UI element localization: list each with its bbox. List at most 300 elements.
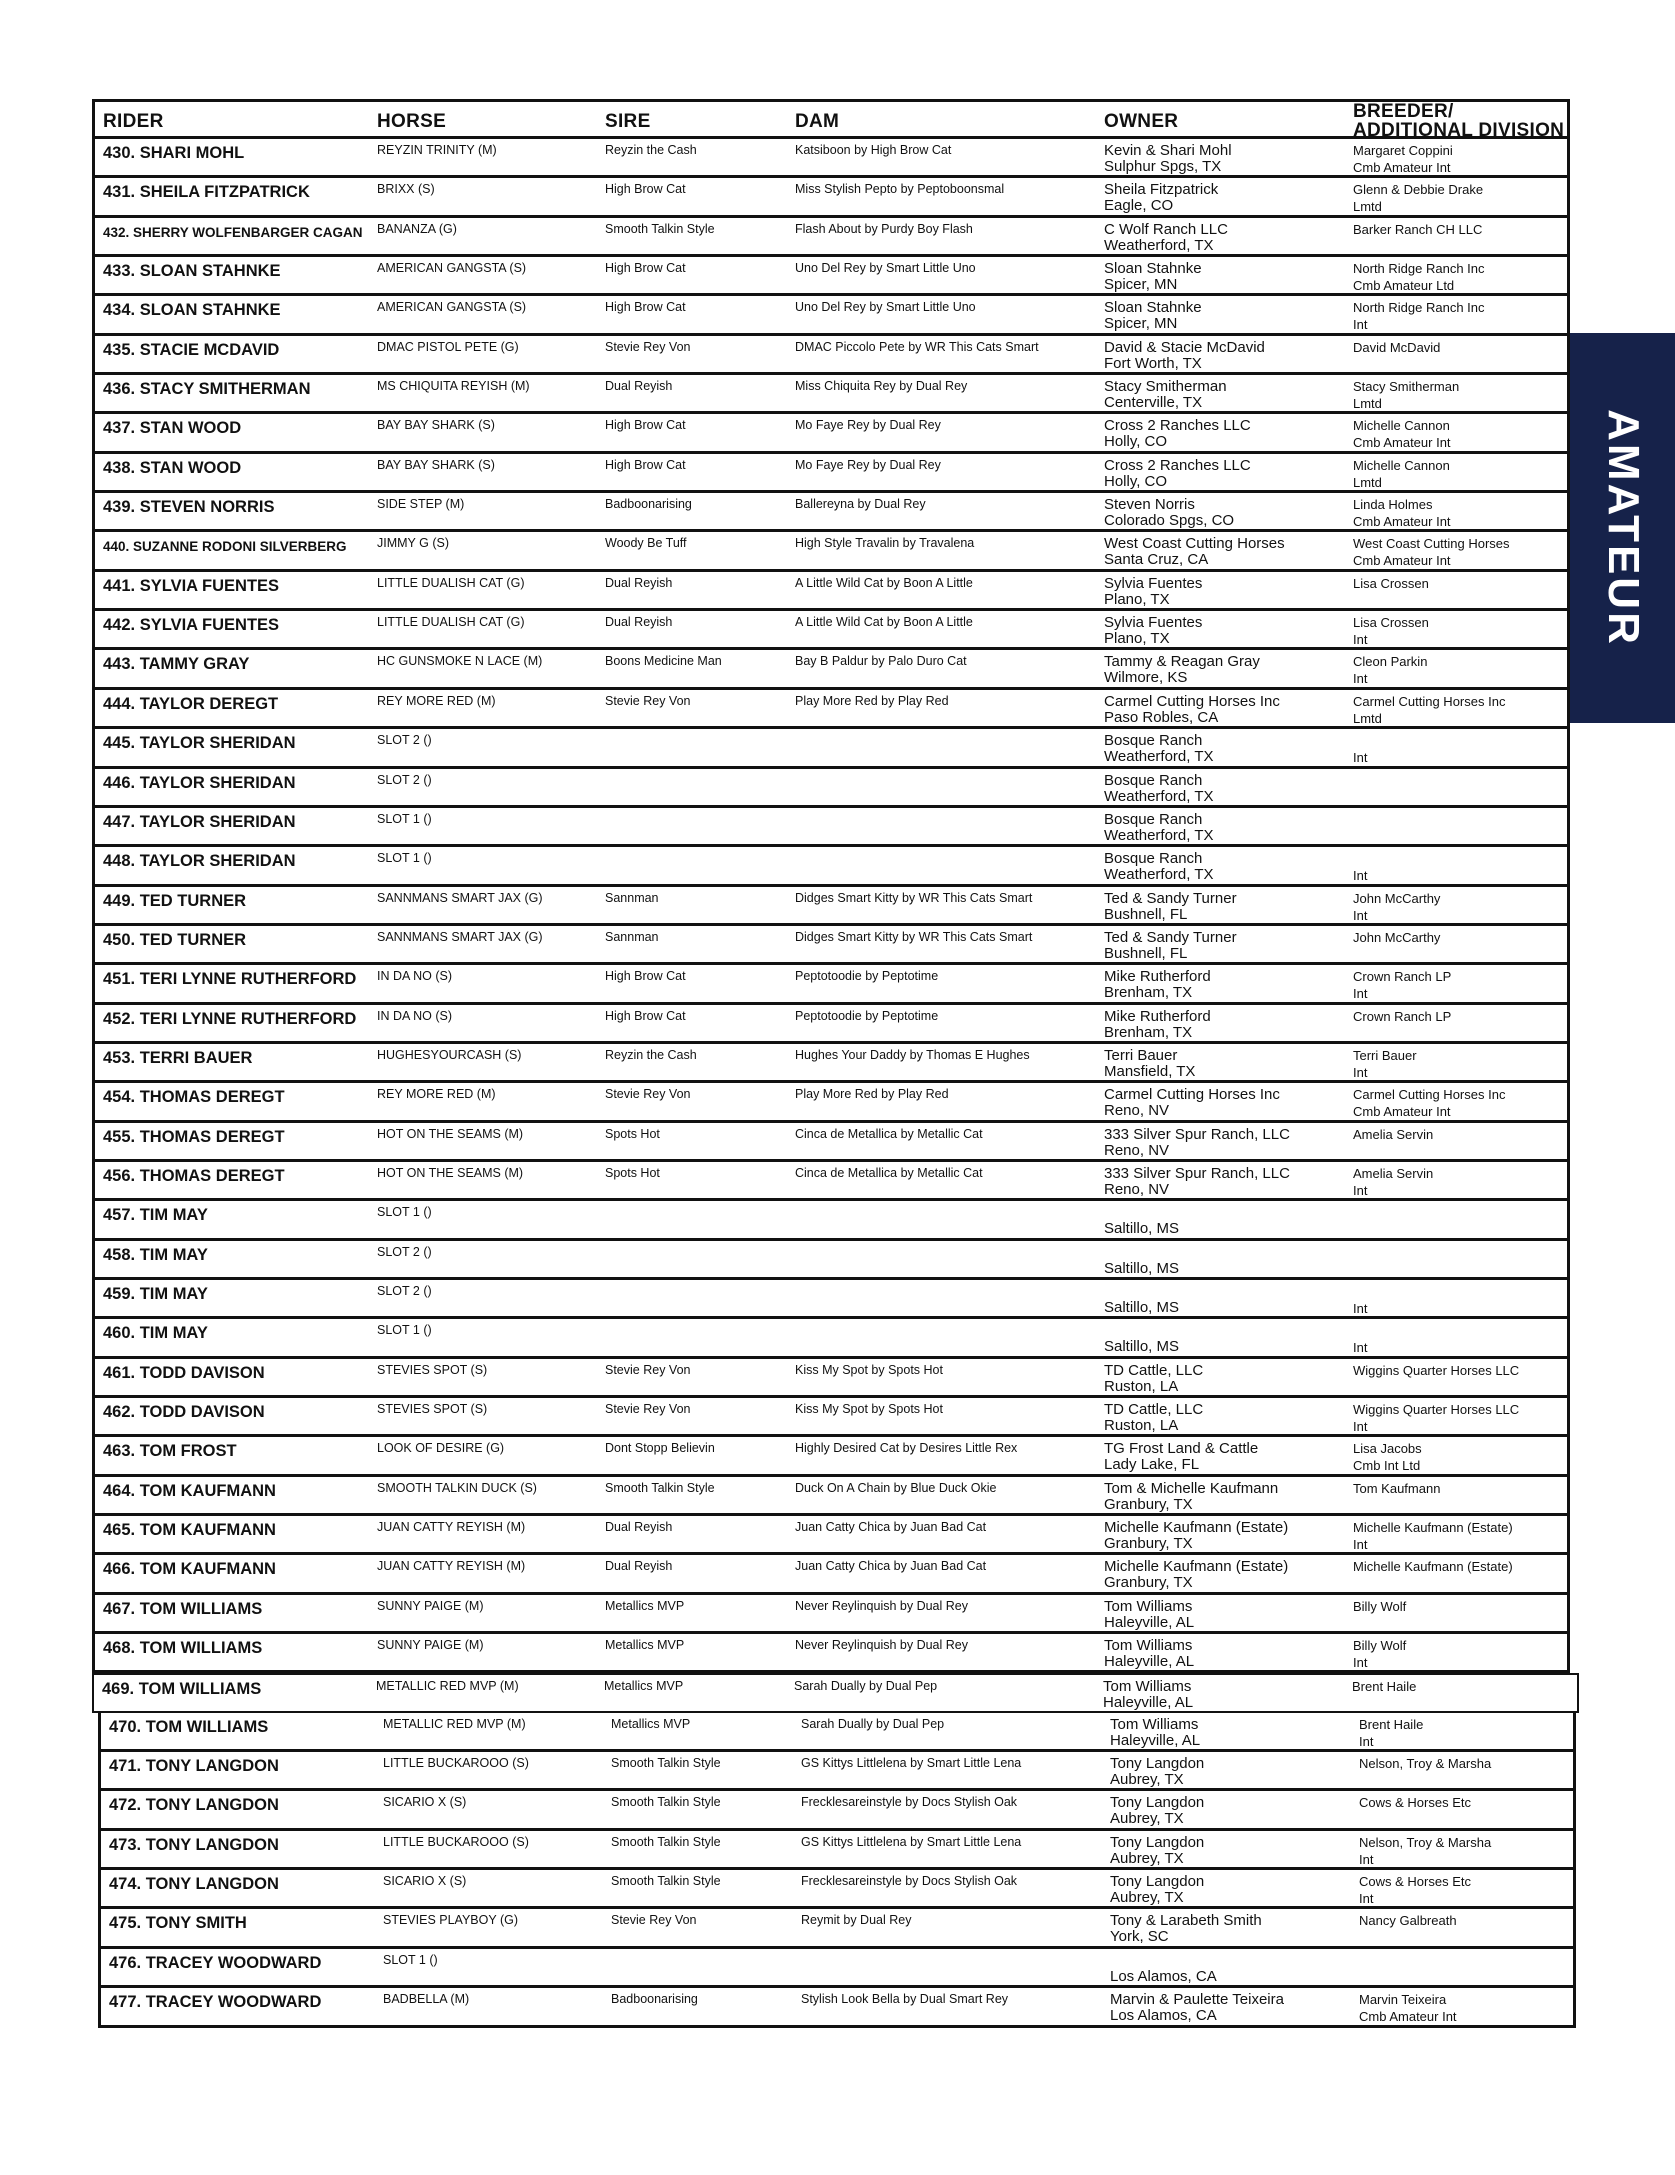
breeder-cell-line1: Wiggins Quarter Horses LLC — [1353, 1402, 1520, 1417]
sire-cell: Stevie Rey Von — [605, 693, 691, 708]
horse-cell: METALLIC RED MVP (M) — [383, 1716, 526, 1731]
breeder-cell-line2: Int — [1353, 1182, 1368, 1198]
breeder-cell — [1353, 1047, 1417, 1081]
breeder-cell-line2 — [1353, 1221, 1357, 1238]
owner-cell — [1104, 1245, 1179, 1277]
owner-cell-line1: Terri Bauer — [1104, 1046, 1178, 1064]
table-row — [92, 1398, 1570, 1437]
dam-cell: Didges Smart Kitty by WR This Cats Smart — [795, 890, 1033, 905]
horse-cell: HOT ON THE SEAMS (M) — [377, 1165, 524, 1180]
breeder-cell-line1: Michelle Cannon — [1353, 457, 1450, 473]
owner-cell-line1: West Coast Cutting Horses — [1104, 535, 1285, 553]
rider-cell: 430. SHARI MOHL — [103, 144, 245, 162]
dam-cell: Mo Faye Rey by Dual Rey — [795, 457, 941, 472]
owner-cell-line1: David & Stacie McDavid — [1104, 338, 1265, 356]
breeder-cell-line2 — [1353, 1575, 1513, 1592]
owner-cell — [1104, 891, 1237, 923]
owner-cell-line2: Paso Robles, CA — [1104, 708, 1219, 726]
table-row — [92, 336, 1570, 375]
dam-cell: Play More Red by Play Red — [795, 693, 949, 708]
breeder-cell-line2: Int — [1353, 907, 1368, 923]
dam-cell: Juan Catty Chica by Juan Bad Cat — [795, 1559, 987, 1574]
table-header — [92, 99, 1570, 139]
breeder-cell — [1352, 1678, 1416, 1712]
dam-cell: Cinca de Metallica by Metallic Cat — [795, 1165, 983, 1180]
owner-cell-line2: Saltillo, MS — [1104, 1259, 1180, 1277]
breeder-cell-line1: Lisa Jacobs — [1353, 1441, 1422, 1457]
breeder-cell — [1359, 1794, 1471, 1828]
owner-cell — [1104, 851, 1214, 883]
breeder-cell-line1: North Ridge Ranch Inc — [1353, 300, 1485, 316]
breeder-cell-line2: Int — [1359, 1851, 1374, 1867]
breeder-cell — [1353, 968, 1451, 1002]
owner-cell-line2: Santa Cruz, CA — [1104, 551, 1209, 569]
owner-cell-line2: Granbury, TX — [1104, 1495, 1193, 1513]
dam-cell: Frecklesareinstyle by Docs Stylish Oak — [801, 1874, 1018, 1889]
horse-cell: DMAC PISTOL PETE (G) — [377, 339, 519, 354]
table-row — [92, 572, 1570, 611]
table-row — [92, 178, 1570, 217]
rider-cell: 446. TAYLOR SHERIDAN — [103, 773, 296, 792]
rider-cell: 467. TOM WILLIAMS — [103, 1599, 263, 1618]
owner-cell — [1104, 1520, 1288, 1552]
rider-cell: 453. TERRI BAUER — [103, 1048, 253, 1067]
breeder-cell-line2 — [1353, 1379, 1519, 1396]
sire-cell: Reyzin the Cash — [605, 1047, 697, 1062]
breeder-cell-line2: Int — [1353, 1655, 1368, 1671]
rider-cell: 456. THOMAS DEREGT — [103, 1166, 285, 1185]
breeder-cell-line1 — [1353, 850, 1367, 867]
table-row — [98, 1713, 1576, 1752]
owner-cell-line2: Weatherford, TX — [1104, 866, 1214, 884]
breeder-cell — [1353, 772, 1357, 806]
dam-cell: Bay B Paldur by Palo Duro Cat — [795, 654, 967, 669]
sire-cell: Metallics MVP — [605, 1598, 685, 1613]
rider-cell: 445. TAYLOR SHERIDAN — [103, 734, 296, 753]
breeder-cell-line2 — [1353, 828, 1357, 845]
entries-table — [92, 99, 1572, 2028]
owner-cell-line1: TD Cattle, LLC — [1104, 1401, 1204, 1418]
sire-cell: Smooth Talkin Style — [611, 1795, 721, 1810]
rider-cell: 473. TONY LANGDON — [109, 1835, 279, 1854]
horse-cell: BRIXX (S) — [377, 182, 435, 197]
dam-cell: Didges Smart Kitty by WR This Cats Smart — [795, 929, 1033, 944]
breeder-cell — [1353, 1637, 1406, 1671]
dam-cell: Mo Faye Rey by Dual Rey — [795, 418, 941, 433]
owner-cell-line2: Eagle, CO — [1104, 197, 1174, 215]
rider-cell: 443. TAMMY GRAY — [103, 655, 250, 674]
rider-cell: 449. TED TURNER — [103, 891, 247, 910]
dam-cell: GS Kittys Littlelena by Smart Little Lena — [801, 1834, 1022, 1849]
owner-cell-line1: Sheila Fitzpatrick — [1104, 181, 1219, 199]
breeder-cell — [1353, 181, 1483, 215]
breeder-cell-line1: Amelia Servin — [1353, 1165, 1434, 1181]
table-row — [98, 1791, 1576, 1830]
breeder-cell-line2: Int — [1353, 868, 1368, 884]
owner-cell-line2: Haleyville, AL — [1104, 1613, 1195, 1631]
owner-cell-line1: Cross 2 Ranches LLC — [1104, 456, 1251, 474]
breeder-cell-line1: Michelle Kaufmann (Estate) — [1353, 1520, 1513, 1536]
rider-cell: 471. TONY LANGDON — [109, 1757, 279, 1776]
owner-cell-line2: Brenham, TX — [1104, 1023, 1193, 1041]
horse-cell: JUAN CATTY REYISH (M) — [377, 1520, 526, 1535]
table-row — [92, 1555, 1570, 1594]
owner-cell-line2: Los Alamos, CA — [1110, 1967, 1217, 1985]
breeder-cell-line2 — [1359, 1929, 1457, 1946]
table-row — [92, 532, 1570, 571]
owner-cell — [1103, 1679, 1193, 1711]
owner-cell-line1: Stacy Smitherman — [1104, 378, 1227, 396]
owner-cell-line1: Ted & Sandy Turner — [1104, 928, 1237, 946]
horse-cell: LITTLE BUCKAROOO (S) — [383, 1756, 529, 1771]
breeder-cell — [1353, 535, 1510, 569]
breeder-cell — [1353, 1165, 1433, 1199]
dam-cell: Play More Red by Play Red — [795, 1087, 949, 1102]
owner-cell — [1104, 1638, 1194, 1670]
header-sire: SIRE — [605, 111, 651, 132]
breeder-cell — [1353, 1558, 1513, 1592]
breeder-cell-line1: Stacy Smitherman — [1353, 379, 1460, 395]
owner-cell-line2: Aubrey, TX — [1110, 1771, 1184, 1789]
owner-cell-line1: Tony Langdon — [1110, 1794, 1205, 1812]
owner-cell-line2: Spicer, MN — [1104, 315, 1178, 333]
table-row — [92, 1673, 1579, 1712]
horse-cell: SANNMANS SMART JAX (G) — [377, 929, 543, 944]
breeder-cell — [1353, 1440, 1422, 1474]
table-row — [92, 1241, 1570, 1280]
owner-cell-line1: Carmel Cutting Horses Inc — [1104, 692, 1280, 710]
breeder-cell-line2 — [1352, 1695, 1416, 1712]
table-row — [92, 1005, 1570, 1044]
owner-cell — [1110, 1953, 1217, 1985]
dam-cell: Highly Desired Cat by Desires Little Rex — [795, 1441, 1018, 1456]
owner-cell — [1104, 379, 1227, 411]
table-row — [92, 847, 1570, 886]
breeder-cell-line2 — [1359, 1969, 1363, 1986]
owner-cell-line2: Spicer, MN — [1104, 276, 1178, 294]
header-horse: HORSE — [377, 111, 447, 132]
owner-cell-line2: York, SC — [1110, 1928, 1169, 1946]
owner-cell-line2: Plano, TX — [1104, 630, 1170, 648]
dam-cell: Peptotoodie by Peptotime — [795, 969, 939, 984]
table-row — [98, 1752, 1576, 1791]
owner-cell-line2: Colorado Spgs, CO — [1104, 512, 1235, 530]
horse-cell: SIDE STEP (M) — [377, 497, 465, 512]
breeder-cell-line1: Carmel Cutting Horses Inc — [1353, 1087, 1506, 1103]
owner-cell-line1: Sloan Stahnke — [1104, 299, 1202, 317]
owner-cell — [1104, 576, 1202, 608]
breeder-cell-line1: North Ridge Ranch Inc — [1353, 261, 1485, 277]
dam-cell: Ballereyna by Dual Rey — [795, 497, 926, 512]
table-row — [92, 218, 1570, 257]
table-row — [92, 1477, 1570, 1516]
breeder-cell-line2 — [1353, 946, 1440, 963]
owner-cell-line2: Haleyville, AL — [1104, 1653, 1195, 1671]
breeder-cell — [1353, 1598, 1406, 1632]
dam-cell: Sarah Dually by Dual Pep — [801, 1716, 945, 1731]
breeder-cell — [1353, 693, 1505, 727]
owner-cell-line2: Fort Worth, TX — [1104, 354, 1202, 372]
breeder-cell-line1 — [1353, 1244, 1357, 1261]
rider-cell: 468. TOM WILLIAMS — [103, 1639, 263, 1658]
dam-cell: High Style Travalin by Travalena — [795, 536, 975, 551]
breeder-cell-line2 — [1359, 1772, 1491, 1789]
owner-cell-line1: TG Frost Land & Cattle — [1104, 1440, 1259, 1458]
owner-cell-line2: Ruston, LA — [1104, 1417, 1179, 1434]
rider-cell: 464. TOM KAUFMANN — [103, 1481, 276, 1500]
table-row — [92, 1516, 1570, 1555]
breeder-cell — [1353, 1204, 1357, 1238]
breeder-cell — [1359, 1912, 1457, 1946]
dam-cell: Sarah Dually by Dual Pep — [794, 1679, 938, 1694]
owner-cell-line1: Tom & Michelle Kaufmann — [1104, 1479, 1279, 1497]
sire-cell: Smooth Talkin Style — [605, 221, 715, 236]
horse-cell: SLOT 2 () — [377, 1283, 432, 1298]
owner-cell-line1: Sylvia Fuentes — [1104, 614, 1203, 632]
breeder-cell-line1: Barker Ranch CH LLC — [1353, 221, 1483, 237]
breeder-cell-line2 — [1353, 789, 1357, 806]
sire-cell: High Brow Cat — [605, 1008, 686, 1023]
table-row — [98, 1831, 1576, 1870]
header-dam: DAM — [795, 111, 840, 132]
owner-cell-line2: Holly, CO — [1104, 433, 1168, 451]
owner-cell — [1110, 1835, 1204, 1867]
dam-cell: Duck On A Chain by Blue Duck Okie — [795, 1480, 997, 1495]
rider-cell: 435. STACIE MCDAVID — [103, 340, 280, 359]
owner-cell — [1104, 1323, 1179, 1355]
breeder-cell-line1: Terri Bauer — [1353, 1047, 1417, 1063]
breeder-cell-line1: Nancy Galbreath — [1359, 1913, 1457, 1929]
owner-cell-line1: Cross 2 Ranches LLC — [1104, 417, 1251, 435]
breeder-cell — [1353, 890, 1440, 924]
owner-cell — [1104, 654, 1260, 686]
breeder-cell-line2: Int — [1353, 986, 1368, 1002]
horse-cell: SLOT 1 () — [377, 851, 432, 866]
owner-cell-line2: Bushnell, FL — [1104, 905, 1188, 923]
breeder-cell-line1: Nelson, Troy & Marsha — [1359, 1834, 1492, 1850]
horse-cell: AMERICAN GANGSTA (S) — [377, 261, 527, 276]
breeder-cell-line1: Cleon Parkin — [1353, 654, 1428, 670]
sire-cell: High Brow Cat — [605, 457, 686, 472]
header-breeder-line2: ADDITIONAL DIVISION — [1353, 120, 1565, 141]
breeder-cell-line2: Int — [1353, 1064, 1368, 1080]
owner-cell — [1104, 1599, 1194, 1631]
rider-cell: 459. TIM MAY — [103, 1284, 208, 1303]
horse-cell: LITTLE DUALISH CAT (G) — [377, 575, 525, 590]
owner-cell — [1110, 1717, 1200, 1749]
dam-cell: Juan Catty Chica by Juan Bad Cat — [795, 1520, 987, 1535]
breeder-cell-line1: Margaret Coppini — [1353, 143, 1453, 158]
breeder-cell-line1 — [1359, 1952, 1363, 1969]
breeder-cell — [1353, 1244, 1357, 1278]
owner-cell — [1104, 143, 1232, 175]
owner-cell — [1104, 261, 1202, 293]
table-row — [92, 257, 1570, 296]
breeder-cell-line1 — [1353, 772, 1357, 789]
owner-cell — [1104, 1559, 1288, 1591]
horse-cell: LITTLE BUCKAROOO (S) — [383, 1834, 529, 1849]
owner-cell-line1: 333 Silver Spur Ranch, LLC — [1104, 1164, 1290, 1182]
breeder-cell-line2: Lmtd — [1353, 474, 1382, 490]
breeder-cell — [1353, 457, 1450, 491]
breeder-cell-line2 — [1353, 1497, 1440, 1514]
breeder-cell-line1: John McCarthy — [1353, 929, 1441, 945]
owner-cell — [1104, 1284, 1179, 1316]
owner-cell-line2: Wilmore, KS — [1104, 669, 1188, 687]
breeder-cell-line1: Cows & Horses Etc — [1359, 1874, 1471, 1890]
rider-cell: 463. TOM FROST — [103, 1442, 237, 1461]
owner-cell-line1: Tony Langdon — [1110, 1833, 1205, 1851]
sire-cell: Dual Reyish — [605, 615, 673, 630]
rider-cell: 433. SLOAN STAHNKE — [103, 262, 281, 281]
owner-cell-line1: Mike Rutherford — [1104, 968, 1211, 986]
dam-cell: Reymit by Dual Rey — [801, 1913, 912, 1928]
owner-cell-line1: 333 Silver Spur Ranch, LLC — [1104, 1125, 1290, 1143]
owner-cell-line2: Aubrey, TX — [1110, 1889, 1184, 1907]
breeder-cell-line1 — [1353, 1283, 1367, 1300]
breeder-cell-line1: Lisa Crossen — [1353, 615, 1429, 631]
rider-cell: 472. TONY LANGDON — [109, 1796, 279, 1815]
breeder-cell — [1359, 1952, 1363, 1986]
breeder-cell — [1359, 1873, 1471, 1907]
dam-cell: Peptotoodie by Peptotime — [795, 1008, 939, 1023]
sire-cell: Dual Reyish — [605, 1559, 673, 1574]
breeder-cell — [1353, 1401, 1519, 1435]
header-breeder-line1: BREEDER/ — [1353, 101, 1454, 122]
rider-cell: 466. TOM KAUFMANN — [103, 1560, 276, 1579]
rider-cell: 451. TERI LYNNE RUTHERFORD — [103, 970, 357, 989]
breeder-cell — [1353, 260, 1485, 294]
rider-cell: 465. TOM KAUFMANN — [103, 1521, 276, 1540]
owner-cell-line2: Saltillo, MS — [1104, 1338, 1180, 1356]
owner-cell-line1: Tom Williams — [1110, 1715, 1199, 1733]
horse-cell: SMOOTH TALKIN DUCK (S) — [377, 1480, 537, 1495]
rider-cell: 444. TAYLOR DEREGT — [103, 694, 279, 713]
rider-cell: 432. SHERRY WOLFENBARGER CAGAN — [103, 224, 363, 240]
owner-cell-line2: Weatherford, TX — [1104, 748, 1214, 766]
rider-cell: 431. SHEILA FITZPATRICK — [103, 183, 310, 202]
owner-cell — [1104, 418, 1251, 450]
sire-cell: Smooth Talkin Style — [611, 1756, 721, 1771]
breeder-cell — [1353, 575, 1429, 609]
horse-cell: SUNNY PAIGE (M) — [377, 1638, 484, 1653]
owner-cell — [1104, 1087, 1280, 1119]
owner-cell — [1104, 1048, 1195, 1080]
owner-cell — [1104, 615, 1202, 647]
breeder-cell — [1353, 1480, 1440, 1514]
owner-cell-line1: Tom Williams — [1103, 1678, 1192, 1696]
rider-cell: 442. SYLVIA FUENTES — [103, 616, 280, 635]
rider-cell: 440. SUZANNE RODONI SILVERBERG — [103, 539, 347, 555]
dam-cell: Uno Del Rey by Smart Little Uno — [795, 261, 976, 276]
breeder-cell-line1: Billy Wolf — [1353, 1598, 1407, 1614]
sire-cell: Spots Hot — [605, 1165, 660, 1180]
dam-cell: Katsiboon by High Brow Cat — [795, 143, 952, 157]
section-tab-label: AMATEUR — [1598, 409, 1648, 647]
owner-cell — [1104, 182, 1218, 214]
breeder-cell-line1: Brent Haile — [1352, 1679, 1417, 1695]
breeder-cell — [1353, 496, 1451, 530]
horse-cell: REY MORE RED (M) — [377, 1087, 496, 1102]
sire-cell: High Brow Cat — [605, 300, 686, 315]
rider-cell: 450. TED TURNER — [103, 930, 247, 949]
breeder-cell-line1: Amelia Servin — [1353, 1126, 1434, 1142]
breeder-cell-line1: Billy Wolf — [1353, 1638, 1407, 1654]
header-owner: OWNER — [1104, 111, 1179, 132]
owner-cell-line1 — [1110, 1953, 1217, 1969]
breeder-cell-line1 — [1353, 732, 1367, 749]
owner-cell-line2: Centerville, TX — [1104, 394, 1203, 412]
owner-cell-line2: Brenham, TX — [1104, 984, 1193, 1002]
breeder-cell — [1359, 1716, 1423, 1750]
dam-cell: A Little Wild Cat by Boon A Little — [795, 575, 973, 590]
owner-cell-line1 — [1104, 1245, 1179, 1261]
table-row — [92, 690, 1570, 729]
owner-cell-line2: Saltillo, MS — [1104, 1298, 1180, 1316]
breeder-cell-line2: Int — [1359, 1733, 1374, 1749]
owner-cell-line1: Michelle Kaufmann (Estate) — [1104, 1558, 1289, 1576]
breeder-cell — [1353, 850, 1367, 884]
breeder-cell-line2 — [1353, 356, 1440, 373]
table-row — [92, 926, 1570, 965]
breeder-cell-line1: Wiggins Quarter Horses LLC — [1353, 1362, 1520, 1378]
owner-cell — [1104, 969, 1211, 1001]
rider-cell: 461. TODD DAVISON — [103, 1363, 265, 1382]
sire-cell: High Brow Cat — [605, 261, 686, 276]
horse-cell: STEVIES PLAYBOY (G) — [383, 1913, 518, 1928]
owner-cell-line2: Holly, CO — [1104, 472, 1168, 490]
header-breeder — [1353, 102, 1564, 140]
breeder-cell — [1353, 299, 1485, 333]
sire-cell: Dont Stopp Believin — [605, 1441, 715, 1456]
owner-cell-line1: Marvin & Paulette Teixeira — [1110, 1991, 1284, 2009]
owner-cell-line1 — [1104, 1205, 1179, 1221]
horse-cell: AMERICAN GANGSTA (S) — [377, 300, 527, 315]
rider-cell: 476. TRACEY WOODWARD — [109, 1953, 322, 1972]
sire-cell: Reyzin the Cash — [605, 143, 697, 157]
breeder-cell — [1353, 614, 1429, 648]
owner-cell-line1: C Wolf Ranch LLC — [1104, 220, 1228, 238]
table-row — [92, 1201, 1570, 1240]
owner-cell — [1104, 773, 1214, 805]
owner-cell — [1104, 812, 1214, 844]
breeder-cell-line2 — [1353, 1143, 1433, 1160]
breeder-cell — [1359, 1755, 1491, 1789]
owner-cell-line2: Granbury, TX — [1104, 1535, 1193, 1553]
table-row — [92, 650, 1570, 689]
breeder-cell — [1353, 1283, 1367, 1317]
sire-cell: Stevie Rey Von — [605, 1362, 691, 1377]
horse-cell: HC GUNSMOKE N LACE (M) — [377, 654, 543, 669]
owner-cell-line2: Haleyville, AL — [1110, 1731, 1201, 1749]
owner-cell-line1: Tony Langdon — [1110, 1755, 1205, 1773]
breeder-cell-line2: Cmb Amateur Int — [1359, 2009, 1457, 2025]
horse-cell: HUGHESYOURCASH (S) — [377, 1047, 522, 1062]
horse-cell: SLOT 1 () — [377, 811, 432, 826]
horse-cell: BADBELLA (M) — [383, 1992, 470, 2007]
owner-cell-line1 — [1104, 1284, 1179, 1300]
horse-cell: SLOT 2 () — [377, 772, 432, 787]
breeder-cell-line2: Int — [1353, 671, 1368, 687]
table-row — [98, 1870, 1576, 1909]
owner-cell-line2: Weatherford, TX — [1104, 826, 1214, 844]
rider-cell: 434. SLOAN STAHNKE — [103, 301, 281, 320]
owner-cell — [1104, 1009, 1211, 1041]
owner-cell-line2: Granbury, TX — [1104, 1574, 1193, 1592]
rider-cell: 438. STAN WOOD — [103, 458, 242, 477]
horse-cell: IN DA NO (S) — [377, 969, 453, 984]
owner-cell — [1104, 733, 1214, 765]
